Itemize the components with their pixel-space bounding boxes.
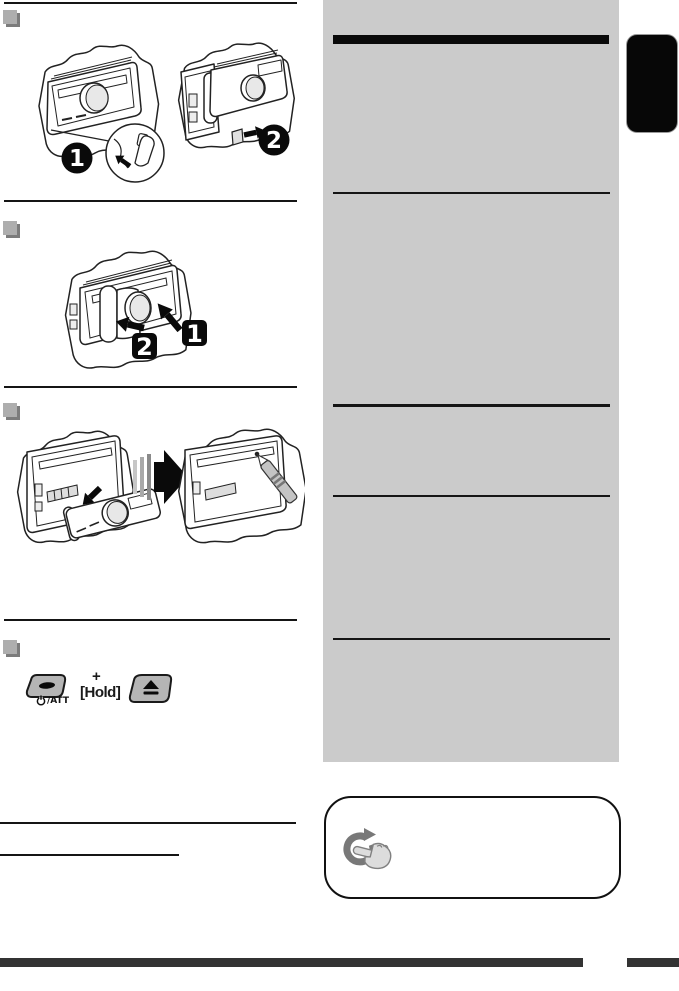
release-button-callout bbox=[106, 124, 164, 182]
rotate-arrow-head bbox=[364, 828, 376, 841]
power-att-button bbox=[27, 675, 65, 697]
step-bullet-3 bbox=[3, 403, 17, 417]
rotate-control-with-hand-icon bbox=[339, 827, 393, 871]
hand-icon bbox=[350, 838, 393, 871]
svg-text:2: 2 bbox=[265, 128, 283, 154]
panel-rule-1 bbox=[333, 192, 610, 194]
section-divider-4 bbox=[4, 619, 297, 621]
section-divider-1 bbox=[4, 2, 297, 4]
panel-rule-2 bbox=[333, 404, 610, 407]
section-divider-2 bbox=[4, 200, 297, 202]
step-bullet-4 bbox=[3, 640, 17, 654]
step-bullet-2 bbox=[3, 221, 17, 235]
text-underline-short bbox=[0, 854, 179, 856]
panel-rule-3 bbox=[333, 495, 610, 497]
power-att-label bbox=[36, 695, 69, 706]
svg-text:1: 1 bbox=[68, 146, 86, 172]
plus-label: + bbox=[92, 668, 101, 685]
illustration-reset-receiver bbox=[5, 424, 305, 572]
att-text: /ATT bbox=[47, 695, 70, 706]
section-divider-3 bbox=[4, 386, 297, 388]
heading-underbar bbox=[333, 35, 609, 44]
illustration-detach-control-panel bbox=[18, 36, 305, 188]
svg-text:2: 2 bbox=[136, 333, 153, 361]
hold-label: [Hold] bbox=[80, 684, 121, 701]
step-badge-2 bbox=[132, 333, 157, 361]
illustration-attach-control-panel bbox=[40, 246, 275, 378]
footer-bar-left bbox=[0, 958, 583, 967]
panel-rule-4 bbox=[333, 638, 610, 640]
text-underline-long bbox=[0, 822, 296, 824]
eject-button bbox=[130, 675, 171, 702]
panel-holder-flag bbox=[232, 129, 243, 145]
step-badge-1 bbox=[182, 320, 207, 348]
footer-bar-right bbox=[627, 958, 679, 967]
step-badge-2 bbox=[259, 125, 290, 156]
step-bullet-1 bbox=[3, 10, 17, 24]
language-edge-tab bbox=[627, 35, 677, 132]
note-box bbox=[324, 796, 621, 899]
step-badge-1 bbox=[62, 143, 93, 174]
right-text-panel bbox=[323, 0, 619, 762]
power-standby-icon bbox=[36, 695, 46, 706]
svg-text:1: 1 bbox=[186, 320, 203, 348]
